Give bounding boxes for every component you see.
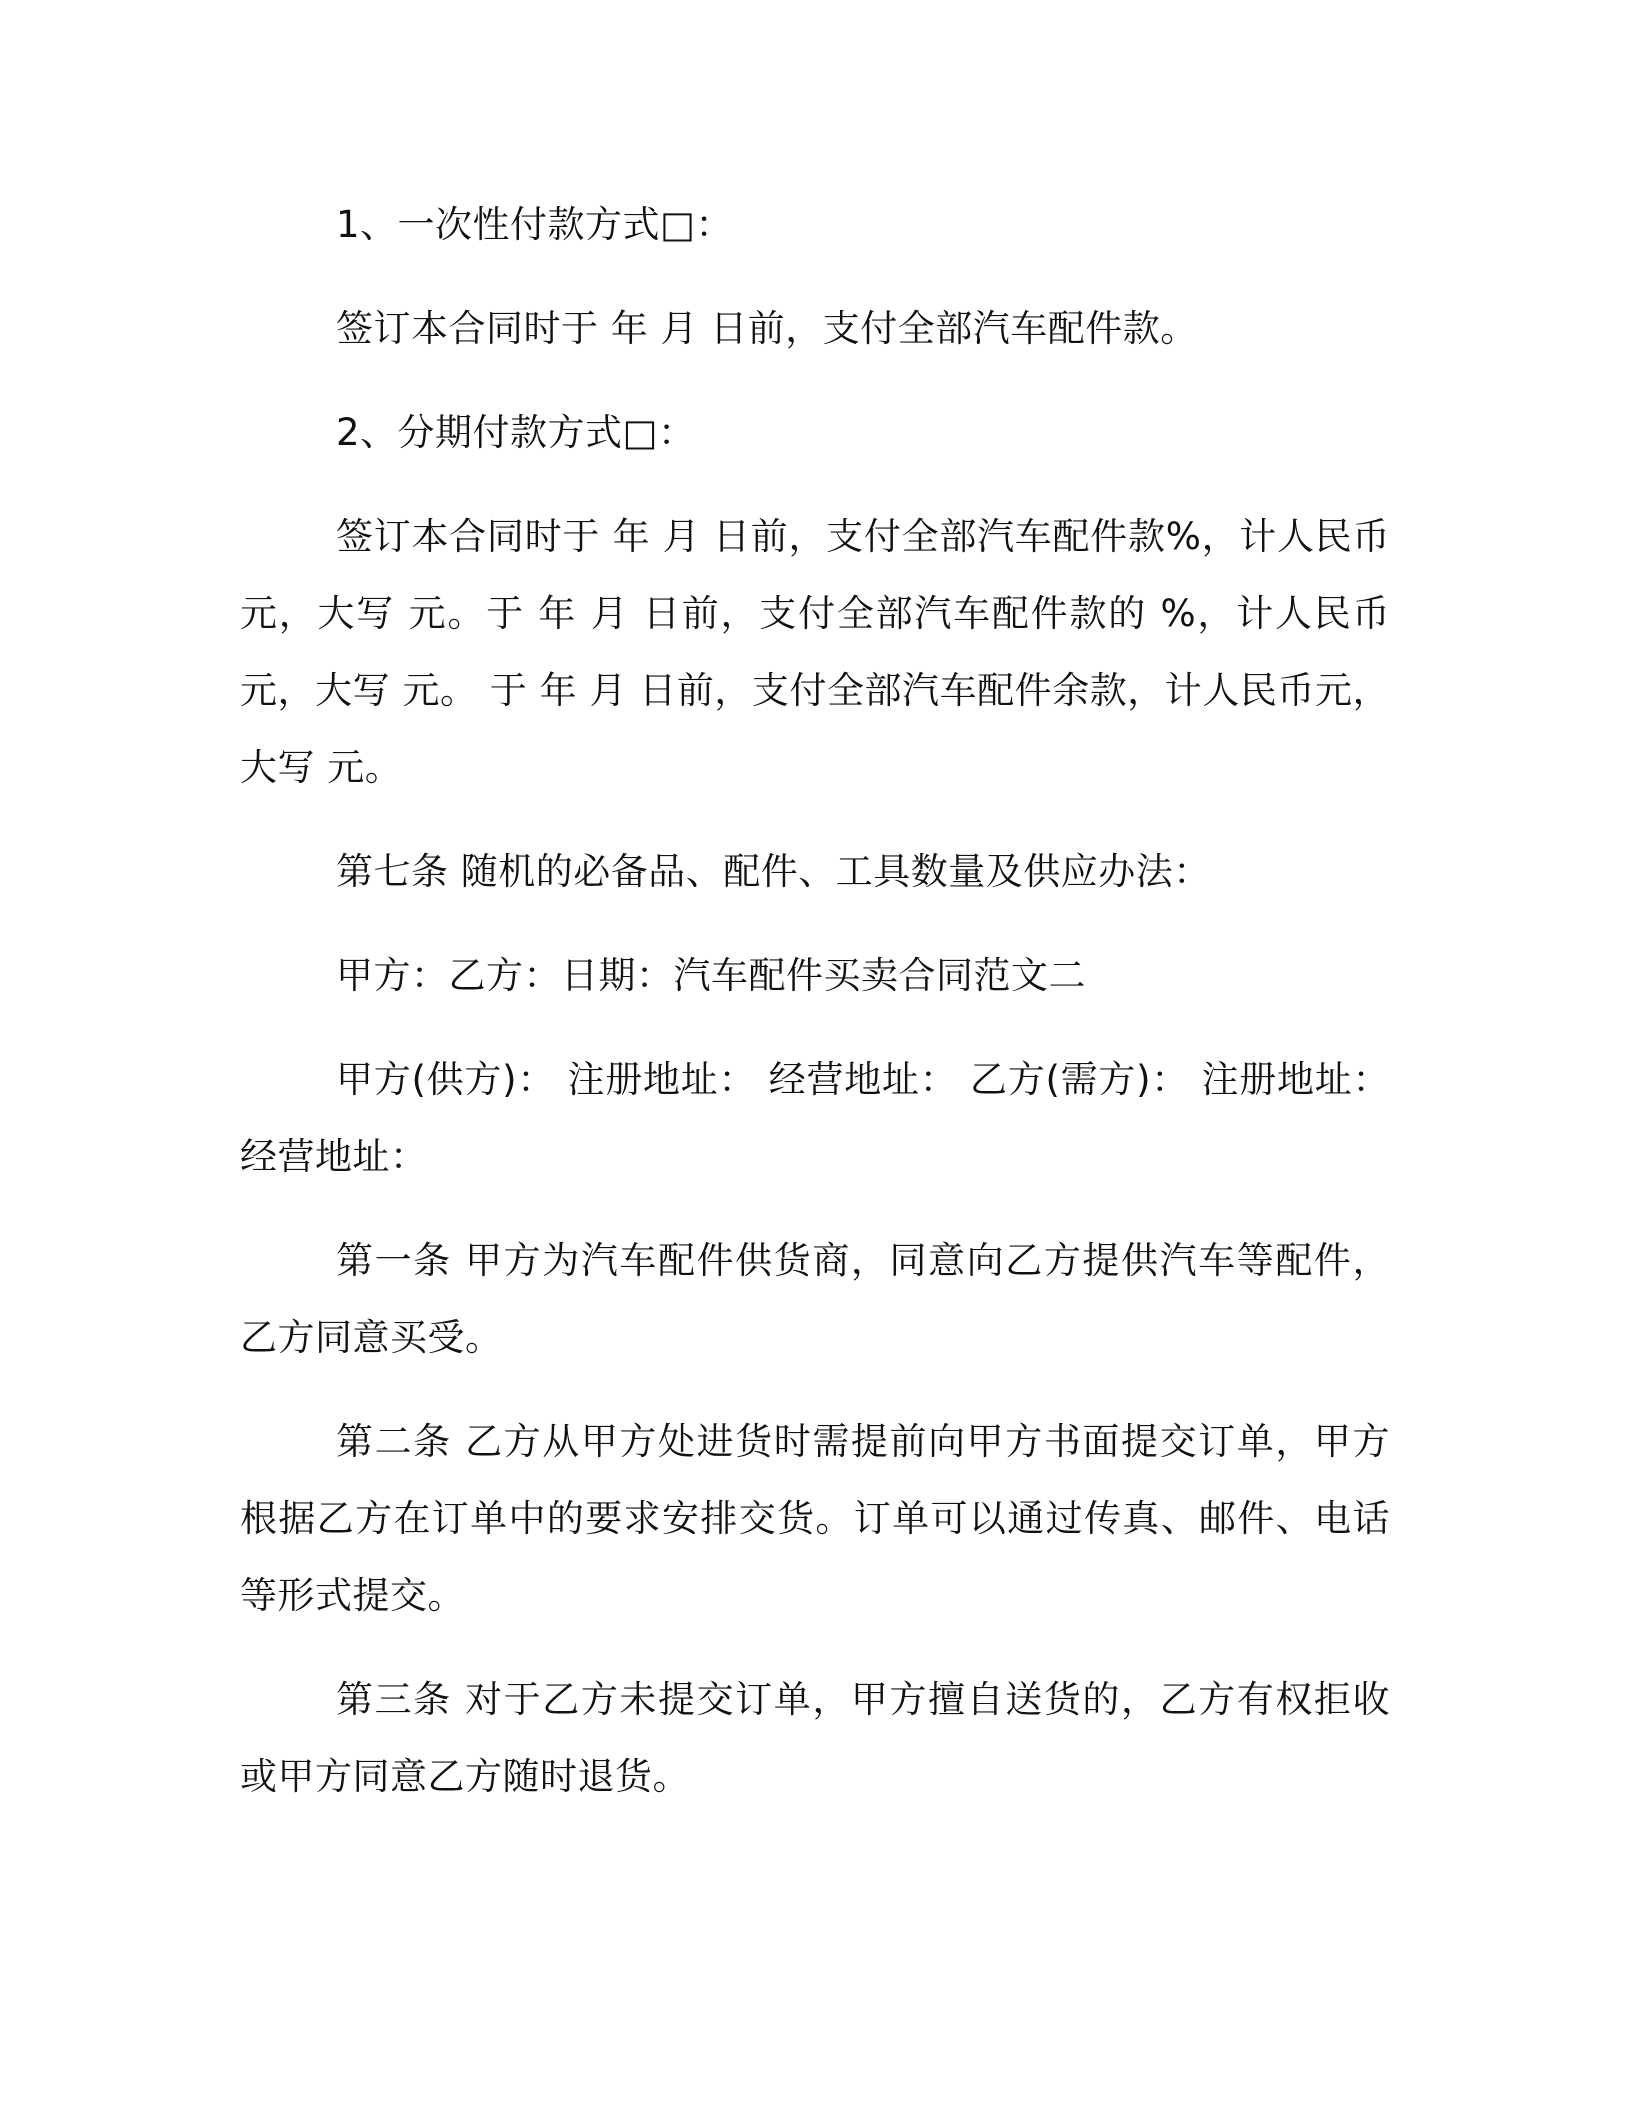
paragraph-installment-heading: 2、分期付款方式□： <box>336 411 696 454</box>
paragraph-lump-sum-terms: 签订本合同时于 年 月 日前，支付全部汽车配件款。 <box>336 307 1198 350</box>
paragraph-installment-terms: 签订本合同时于 年 月 日前，支付全部汽车配件款%，计人民币 元，大写 元。于 年 月 日前，支付全部汽车配件款的 %，计人民币 元，大写 元。 于 年 月 日前，支付全部汽车配件余款，计人民币元，大写 元。 <box>240 515 1390 789</box>
paragraph-article-two: 第二条 乙方从甲方处进货时需提前向甲方书面提交订单，甲方根据乙方在订单中的要求安排交货。订单可以通过传真、邮件、电话等形式提交。 <box>240 1420 1390 1617</box>
paragraph-article-one: 第一条 甲方为汽车配件供货商，同意向乙方提供汽车等配件，乙方同意买受。 <box>240 1239 1390 1359</box>
paragraph-signature-line: 甲方：乙方：日期：汽车配件买卖合同范文二 <box>336 954 1086 997</box>
paragraph-article-three: 第三条 对于乙方未提交订单，甲方擅自送货的，乙方有权拒收或甲方同意乙方随时退货。 <box>240 1678 1390 1798</box>
document-body <box>240 186 1390 1815</box>
paragraph-article-seven: 第七条 随机的必备品、配件、工具数量及供应办法： <box>336 850 1211 893</box>
paragraph-party-addresses: 甲方(供方)： 注册地址： 经营地址： 乙方(需方)： 注册地址： 经营地址： <box>240 1058 1390 1178</box>
paragraph-payment-lump-sum-heading: 1、一次性付款方式□： <box>336 203 733 246</box>
